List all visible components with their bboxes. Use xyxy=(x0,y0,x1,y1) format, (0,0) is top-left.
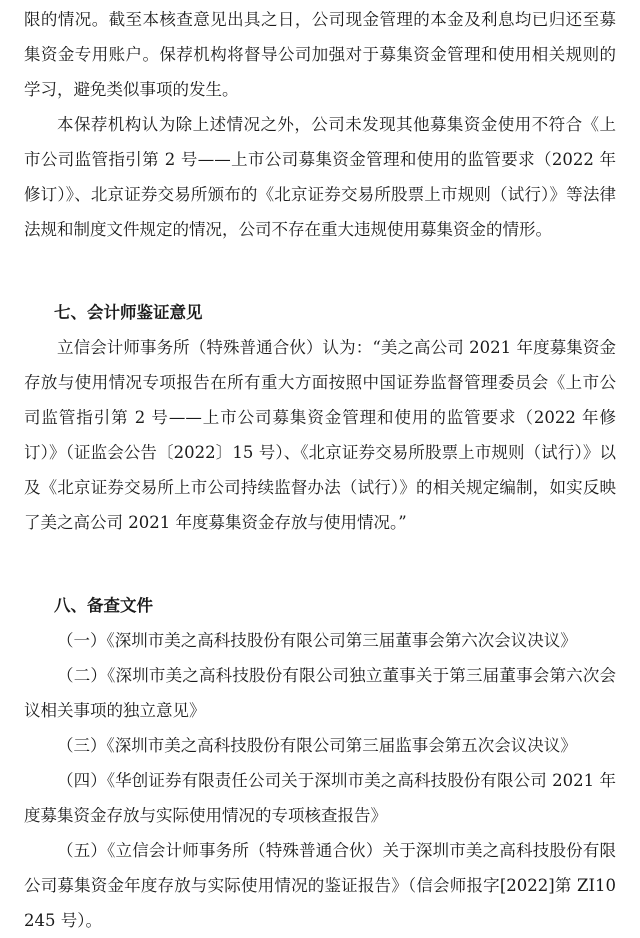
list-item-number: （一） xyxy=(57,631,107,650)
list-item xyxy=(24,833,616,938)
list-item xyxy=(24,623,616,658)
list-item-number: （三） xyxy=(57,736,107,755)
list-item-text: 《华创证券有限责任公司关于深圳市美之高科技股份有限公司 2021 年度募集资金存放与实际使用情况的专项核查报告》 xyxy=(24,771,617,825)
list-item xyxy=(24,763,616,833)
list-item xyxy=(24,658,616,728)
section7-paragraph: 立信会计师事务所（特殊普通合伙）认为：“美之高公司 2021 年度募集资金存放与使用情况专项报告在所有重大方面按照中国证券监督管理委员会《上市公司监管指引第 2 号——上市公司募集资金管理和使用的监管要求（2022 年修订）》（证监会公告〔2022〕15 号）、《北京证券交易所股票上市规则（试行）》以及《北京证券交易所上市公司持续监督办法（试行）》的相关规定编制，如实反映了美之高公司 2021 年度募集资金存放与使用情况。” xyxy=(24,338,616,532)
document-page xyxy=(0,2,640,930)
list-item-number: （二） xyxy=(57,666,108,685)
list-item-text: 《深圳市美之高科技股份有限公司第三届监事会第五次会议决议》 xyxy=(106,736,577,755)
list-item-text: 《立信会计师事务所（特殊普通合伙）关于深圳市美之高科技股份有限公司募集资金年度存放与实际使用情况的鉴证报告》（信会师报字[2022]第 ZI10245 号）。 xyxy=(24,841,617,930)
reference-list xyxy=(24,623,616,938)
list-item-text: 《深圳市美之高科技股份有限公司第三届董事会第六次会议决议》 xyxy=(106,631,577,650)
section8-heading: 八、备查文件 xyxy=(54,596,153,615)
list-item-text: 《深圳市美之高科技股份有限公司独立董事关于第三届董事会第六次会议相关事项的独立意见》 xyxy=(24,666,617,720)
section6-paragraph-continued: 限的情况。截至本核查意见出具之日，公司现金管理的本金及利息均已归还至募集资金专用账户。保荐机构将督导公司加强对于募集资金管理和使用相关规则的学习，避免类似事项的发生。 xyxy=(24,10,616,99)
list-item xyxy=(24,728,616,763)
list-item-number: （四） xyxy=(57,771,107,790)
section7-heading: 七、会计师鉴证意见 xyxy=(54,303,203,322)
section6-paragraph-conclusion: 本保荐机构认为除上述情况之外，公司未发现其他募集资金使用不符合《上市公司监管指引第 2 号——上市公司募集资金管理和使用的监管要求（2022 年修订）》、北京证券交易所颁布的《北京证券交易所股票上市规则（试行）》等法律法规和制度文件规定的情况，公司不存在重大违规使用募集资金的情形。 xyxy=(24,115,616,239)
list-item-number: （五） xyxy=(57,841,108,860)
